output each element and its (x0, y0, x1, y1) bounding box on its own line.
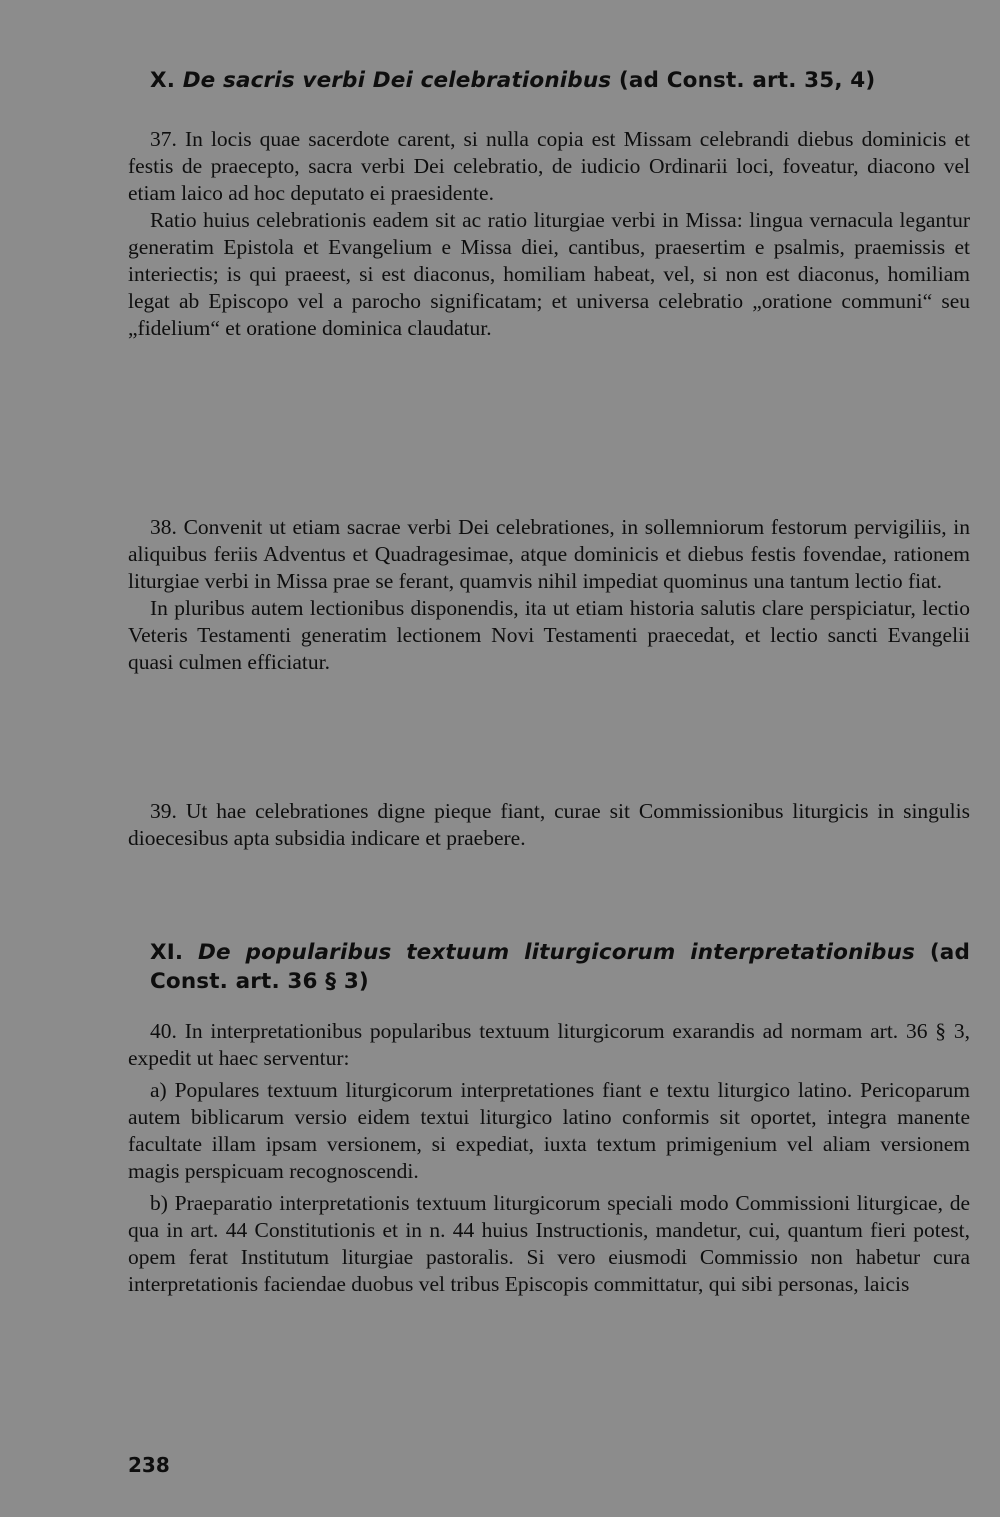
paragraph-text: In locis quae sacerdote carent, si nulla copia est Missam celebrandi diebus dominicis et festis de praecepto, sacra verbi Dei celebratio, de iudicio Ordinarii loci, foveatur, diacono vel etiam laico ad hoc deputato ei praesidente. (128, 127, 970, 205)
section-heading-xi (128, 938, 970, 996)
paragraph-number: 39. (150, 799, 177, 823)
paragraph-text-continued: Ratio huius celebrationis eadem sit ac ratio liturgiae verbi in Missa: lingua vernacula legantur generatim Epistola et Evangelium e Missa diei, cantibus, praesertim e psalmis, praemissis et interiectis; is qui praeest, si est diaconus, homiliam habeat, vel, si non est diaconus, homiliam legat ab Episcopo vel a parocho significatam; et universa celebratio „oratione communi“ seu „fidelium“ et oratione dominica claudatur. (128, 208, 970, 340)
paragraph-number: 40. (150, 1019, 177, 1043)
paragraph-39 (128, 798, 970, 852)
list-item-a: a) Populares textuum liturgicorum interpretationes fiant e textu liturgico latino. Pericoparum autem biblicarum versio eidem textui liturgico latino conformis sit oportet, integra manente facultate illam ipsam versionem, si expediat, iuxta textum primigenium vel aliam versionem magis perspicuam recognoscendi. (128, 1078, 970, 1183)
paragraph-text: Convenit ut etiam sacrae verbi Dei celebrationes, in sollemniorum festorum pervigiliis, in aliquibus feriis Adventus et Quadragesimae, atque dominicis et diebus festis fovendae, rationem liturgiae verbi in Missa prae se ferant, quamvis nihil impediat quominus una tantum lectio fiat. (128, 515, 970, 593)
paragraph-text: In interpretationibus popularibus textuum liturgicorum exarandis ad normam art. 36 § 3, expedit ut haec serventur: (128, 1019, 970, 1070)
paragraph-text: Ut hae celebrationes digne pieque fiant, curae sit Commissionibus liturgicis in singulis dioecesibus apta subsidia indicare et praebere. (128, 799, 970, 850)
section-prefix: X. (150, 68, 176, 93)
section-reference: (ad Const. art. 35, 4) (618, 68, 876, 93)
section-heading-x (150, 66, 980, 95)
paragraph-number: 37. (150, 127, 177, 151)
paragraph-38 (128, 514, 970, 676)
section-title: De popularibus textuum liturgicorum interpretationibus (198, 940, 915, 965)
page-number: 238 (128, 1453, 170, 1477)
section-title: De sacris verbi Dei celebrationibus (182, 68, 612, 93)
paragraph-40 (128, 1018, 970, 1298)
paragraph-number: 38. (150, 515, 177, 539)
paragraph-text-continued: In pluribus autem lectionibus disponendis, ita ut etiam historia salutis clare perspiciatur, lectio Veteris Testamenti generatim lectionem Novi Testamenti praecedat, et lectio sancti Evangelii quasi culmen efficiatur. (128, 596, 970, 674)
paragraph-37 (128, 126, 970, 342)
list-item-b: b) Praeparatio interpretationis textuum liturgicorum speciali modo Commissioni liturgicae, de qua in art. 44 Constitutionis et in n. 44 huius Instructionis, mandetur, cui, quantum fieri potest, opem ferat Institutum liturgiae pastoralis. Si vero eiusmodi Commissio non habetur cura interpretationis faciendae duobus vel tribus Episcopis committatur, qui sibi personas, laicis (128, 1191, 970, 1296)
section-prefix: XI. (150, 940, 184, 965)
section-reference: (ad Const. art. 36 § 3) (150, 940, 970, 994)
